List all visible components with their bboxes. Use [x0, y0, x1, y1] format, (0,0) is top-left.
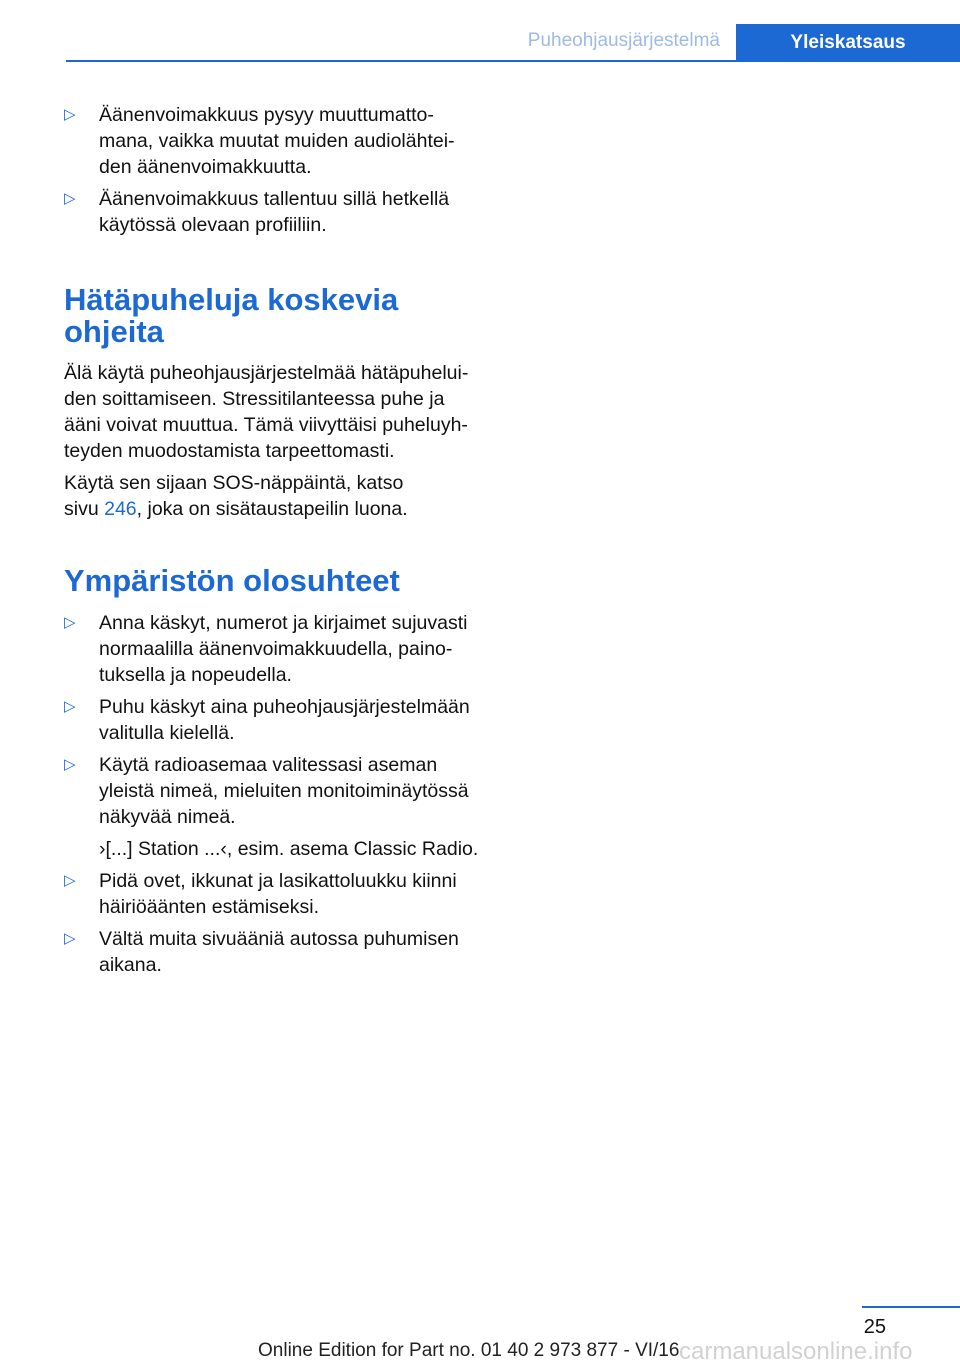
footer-edition-text: Online Edition for Part no. 01 40 2 973 877 - VI/16 — [258, 1340, 680, 1361]
triangle-bullet-icon: ▷ — [64, 756, 76, 773]
page-link[interactable]: 246 — [104, 498, 137, 520]
list-item: ▷ Äänenvoimakkuus pysyy muuttumatto‐ mana, vaikka muutat muiden audiolähtei‐ den äänenvoimakkuutta. — [64, 104, 455, 178]
triangle-bullet-icon: ▷ — [64, 872, 76, 889]
paragraph: Älä käytä puheohjausjärjestelmää hätäpuhelui‐ den soittamiseen. Stressitilanteessa puhe ja ääni voivat muuttua. Tämä viivyttäisi puheluyh‐ teyden muodostamista tarpeettomasti. — [64, 362, 469, 462]
page-number: 25 — [863, 1316, 886, 1338]
list-item: ▷ Pidä ovet, ikkunat ja lasikattoluukku kiinni häiriöäänten estämiseksi. — [64, 870, 457, 918]
list-item: ▷ Käytä radioasemaa valitessasi aseman yleistä nimeä, mieluiten monitoiminäytössä näkyvää nimeä. — [64, 754, 469, 828]
top-bullet-list — [64, 102, 484, 238]
watermark: carmanualsonline.info — [679, 1338, 913, 1365]
triangle-bullet-icon: ▷ — [64, 698, 76, 715]
list-item: ▷ Äänenvoimakkuus tallentuu sillä hetkellä käytössä olevaan profiiliin. — [64, 188, 450, 236]
list-item: ▷ Vältä muita sivuääniä autossa puhumisen aikana. — [64, 928, 459, 976]
emergency-section — [64, 284, 484, 522]
triangle-bullet-icon: ▷ — [64, 614, 76, 631]
paragraph: Käytä sen sijaan SOS-näppäintä, katso sivu 246, joka on sisätaustapeilin luona. — [64, 472, 408, 520]
triangle-bullet-icon: ▷ — [64, 930, 76, 947]
triangle-bullet-icon: ▷ — [64, 190, 76, 207]
section-heading: Hätäpuheluja koskevia ohjeita — [64, 282, 399, 349]
section-heading: Ympäristön olosuhteet — [64, 563, 400, 598]
page-header — [66, 24, 960, 62]
triangle-bullet-icon: ▷ — [64, 106, 76, 123]
chapter-tab: Yleiskatsaus — [736, 24, 960, 62]
list-item: ▷ Puhu käskyt aina puheohjausjärjestelmään valitulla kielellä. — [64, 696, 470, 744]
section-breadcrumb: Puheohjausjärjestelmä — [527, 30, 720, 51]
environment-section — [64, 565, 484, 978]
header-rule — [66, 60, 960, 62]
example-text: ›[...] Station ...‹, esim. asema Classic Radio. — [99, 838, 479, 860]
footer-rule — [862, 1306, 960, 1308]
list-item: ▷ Anna käskyt, numerot ja kirjaimet sujuvasti normaalilla äänenvoimakkuudella, paino‐ tuksella ja nopeudella. — [64, 612, 468, 686]
